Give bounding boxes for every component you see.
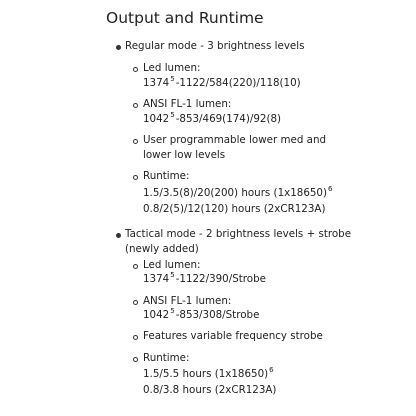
tactical-mode-title-line1: Tactical mode - 2 brightness levels + strobe [125,228,352,240]
tactical-runtime-line1: 1.5/5.5 hours $(1x18650)^6$ [143,366,274,380]
regular-runtime-line2: 0.8/2(5)/12(120) hours (2xCR123A) [143,203,326,215]
bullet-tactical-led [133,264,138,269]
regular-ansi-values: 1042$^5$-853/469(174)/92(8) [143,111,282,125]
regular-programmable-line2: lower low levels [143,149,226,161]
bullet-regular-led [133,67,138,72]
regular-programmable-line1: User programmable lower med and [143,134,327,146]
bullet-tactical-strobe [133,335,138,340]
bullet-regular-mode [116,45,121,50]
tactical-strobe-text: Features variable frequency strobe [143,330,323,342]
regular-led-values: 1374$^5$-1122/584(220)/118(10) [143,75,301,89]
regular-runtime-line1: 1.5/3.5(8)/20(200) hours $(1x18650)^6$ [143,185,333,199]
bullet-regular-runtime [133,175,138,180]
tactical-mode-title-line2: (newly added) [125,243,199,255]
regular-runtime-label: Runtime: [143,170,190,182]
tactical-runtime-label: Runtime: [143,352,190,364]
bullet-regular-ansi [133,103,138,108]
bullet-tactical-mode [116,233,121,238]
tactical-ansi-label: ANSI FL-1 lumen: [143,295,232,307]
bullet-regular-programmable [133,139,138,144]
bullet-tactical-ansi [133,300,138,305]
section-heading: Output and Runtime [106,9,264,27]
tactical-runtime-line2: 0.8/3.8 hours (2xCR123A) [143,384,277,396]
tactical-led-label: Led lumen: [143,259,201,271]
tactical-ansi-values: 1042$^5$-853/308/Strobe [143,307,260,321]
regular-mode-title: Regular mode - 3 brightness levels [125,40,305,52]
tactical-led-values: 1374$^5$-1122/390/Strobe [143,271,266,285]
bullet-tactical-runtime [133,357,138,362]
regular-led-label: Led lumen: [143,62,201,74]
regular-ansi-label: ANSI FL-1 lumen: [143,98,232,110]
